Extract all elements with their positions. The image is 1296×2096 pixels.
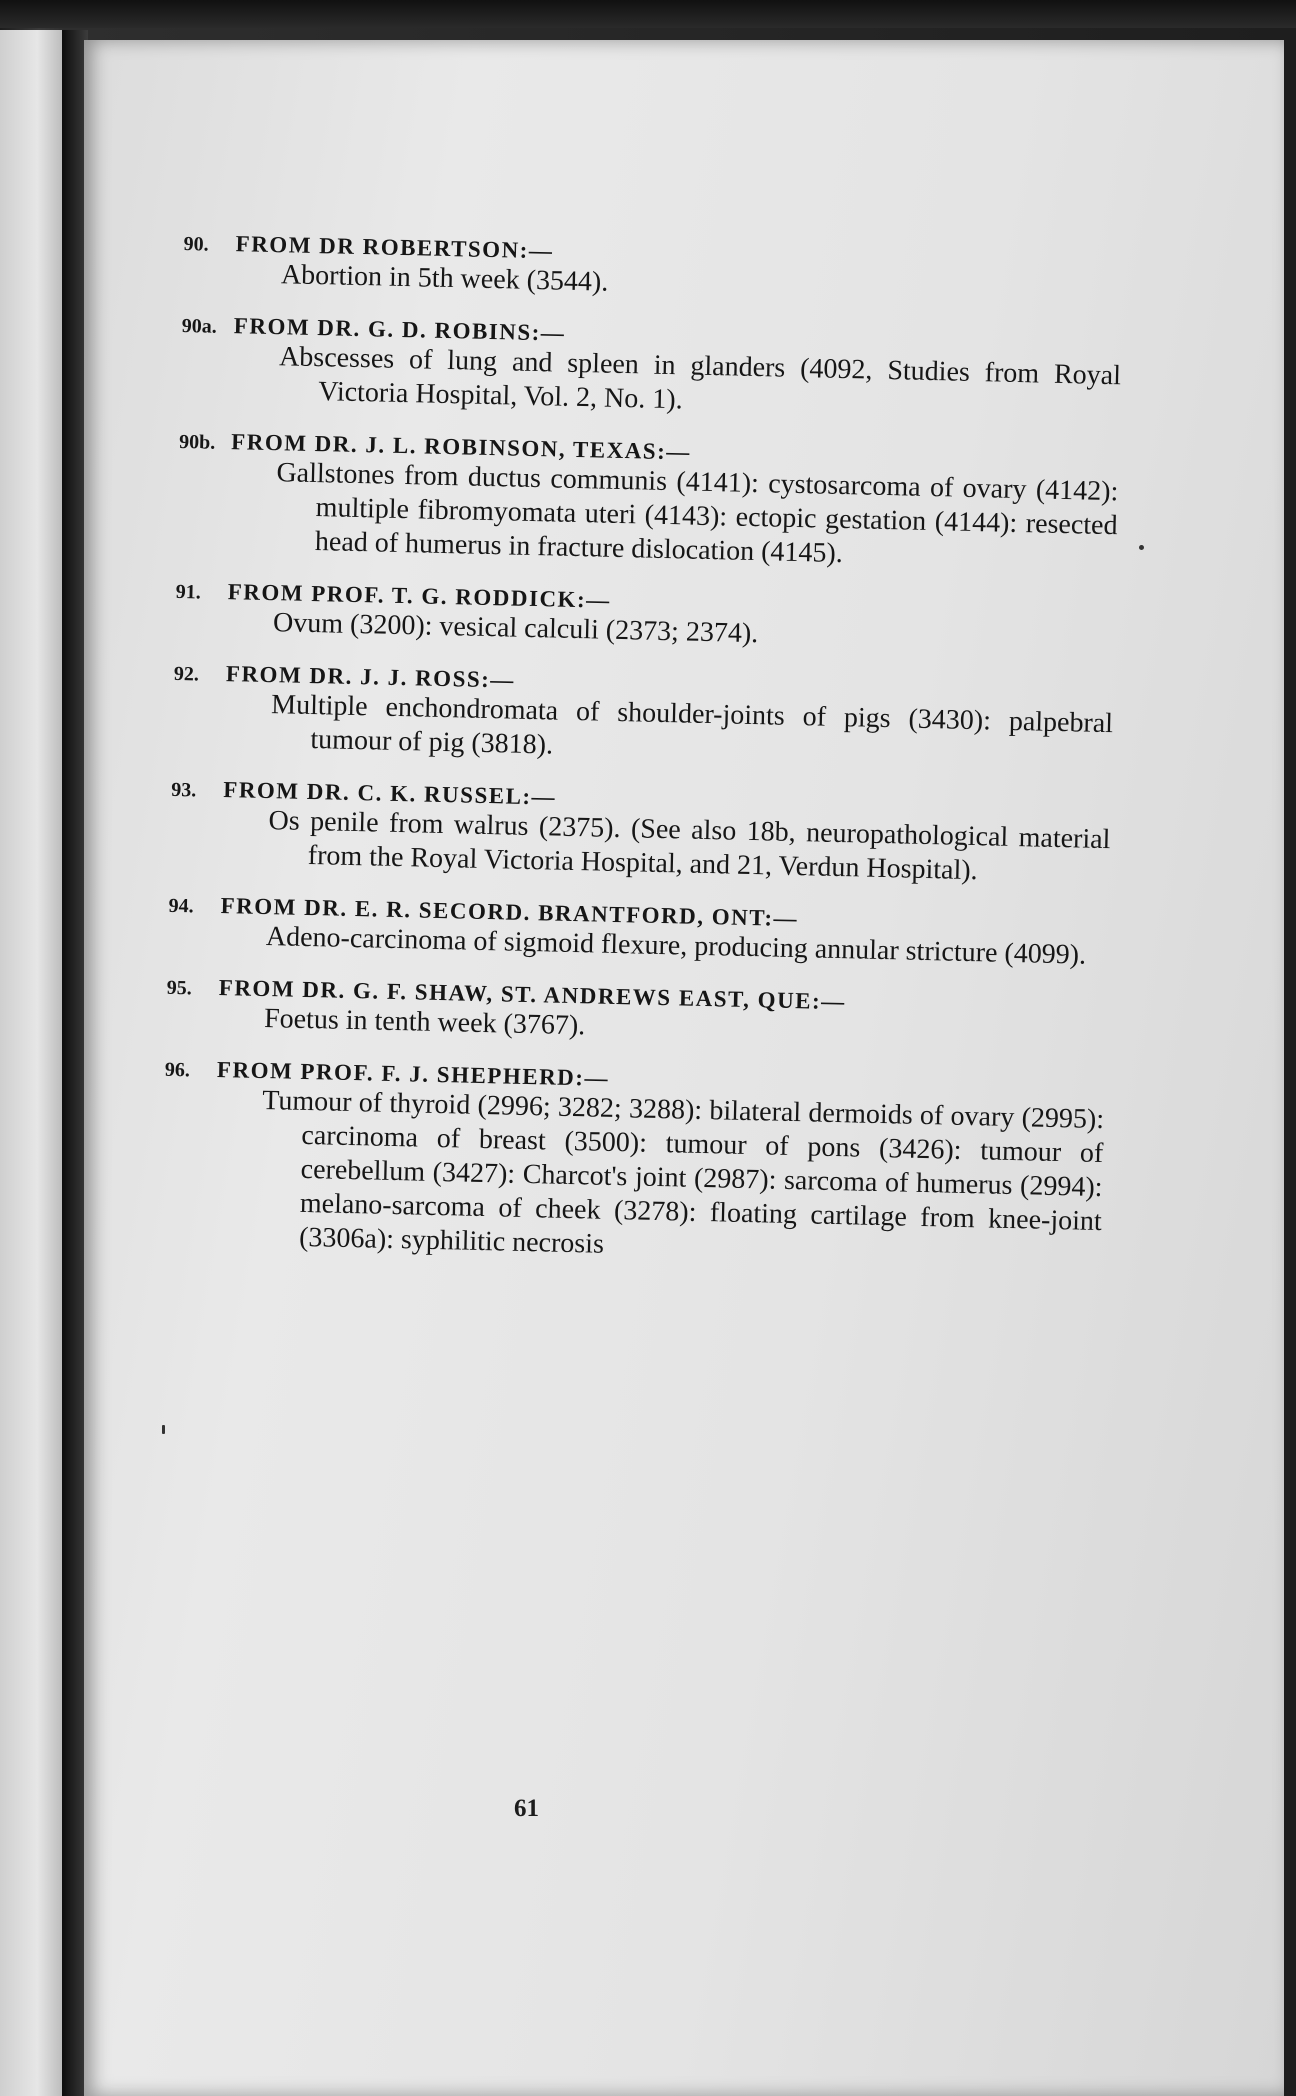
entry-95 [166, 974, 1107, 1055]
entry-donor: FROM PROF. F. J. SHEPHERD:— [216, 1056, 610, 1091]
entry-donor: FROM DR. G. D. ROBINS:— [233, 313, 566, 346]
entry-body [275, 456, 1119, 577]
entry-90 [183, 230, 1124, 311]
entry-number: 94. [168, 894, 194, 918]
book-page [84, 40, 1284, 2096]
entry-number: 90a. [181, 314, 218, 338]
page-text [160, 230, 1123, 1295]
entry-93 [169, 776, 1111, 891]
entry-96 [161, 1056, 1105, 1273]
entry-description: Ovum (3200): vesical calculi (2373; 2374). [272, 607, 759, 650]
entry-donor: FROM DR. C. K. RUSSEL:— [223, 777, 557, 810]
entry-92 [172, 660, 1114, 775]
dust-speck [162, 1425, 165, 1434]
entry-number: 96. [164, 1058, 191, 1082]
entry-description: Gallstones from ductus communis (4141): cystosarcoma of ovary (4142): multiple fibromyomata uteri (4143): ectopic gestation (4144): resected head of humerus in fracture dislocation (4145). [276, 457, 1119, 570]
entry-donor: FROM DR. G. F. SHAW, ST. ANDREWS EAST, QUE:— [218, 974, 846, 1015]
entry-91 [175, 578, 1116, 659]
facing-page-edge [0, 30, 62, 2096]
entry-donor: FROM DR. J. L. ROBINSON, TEXAS:— [230, 429, 692, 465]
entry-body [259, 1084, 1105, 1273]
entry-donor: FROM DR ROBERTSON:— [235, 231, 554, 264]
dust-speck [1139, 545, 1144, 550]
entry-number: 93. [171, 778, 197, 802]
page-number: 61 [514, 1795, 539, 1822]
entry-description: Multiple enchondromata of shoulder-joints of pigs (3430): palpebral tumour of pig (3818). [270, 689, 1114, 761]
entry-description: Os penile from walrus (2375). (See also 18b, neuropathological material from the Royal Victoria Hospital, and 21, Verdun Hospital). [268, 805, 1111, 887]
entry-90b [177, 428, 1120, 577]
entry-number: 92. [173, 662, 200, 686]
entry-description: Abscesses of lung and spleen in glanders (4092, Studies from Royal Victoria Hospital, Vol. 2, No. 1). [278, 341, 1122, 416]
entry-90a [180, 312, 1122, 427]
entry-94 [168, 892, 1109, 973]
entry-description: Abortion in 5th week (3544). [280, 259, 609, 298]
entry-donor: FROM PROF. T. G. RODDICK:— [227, 579, 611, 613]
entry-donor: FROM DR. E. R. SECORD. BRANTFORD, ONT:— [220, 893, 799, 932]
entry-description: Tumour of thyroid (2996; 3282; 3288): bilateral dermoids of ovary (2995): carcinoma of breast (3500): tumour of pons (3426): tumour of cerebellum (3427): Charcot's joint (2987): sarcoma of humerus (2994): melano-sarcoma of cheek (3278): floating cartilage from knee-joint (3306a): syphilitic necrosis [261, 1085, 1105, 1260]
entry-description: Adeno-carcinoma of sigmoid flexure, producing annular stricture (4099). [265, 921, 1087, 971]
entry-number: 91. [175, 580, 202, 604]
entry-number: 90b. [178, 430, 216, 454]
entry-number: 95. [166, 976, 193, 1000]
entry-donor: FROM DR. J. J. ROSS:— [225, 661, 516, 693]
entry-description: Foetus in tenth week (3767). [263, 1003, 586, 1042]
entry-number: 90. [183, 232, 209, 256]
scan-top-edge [0, 0, 1296, 28]
